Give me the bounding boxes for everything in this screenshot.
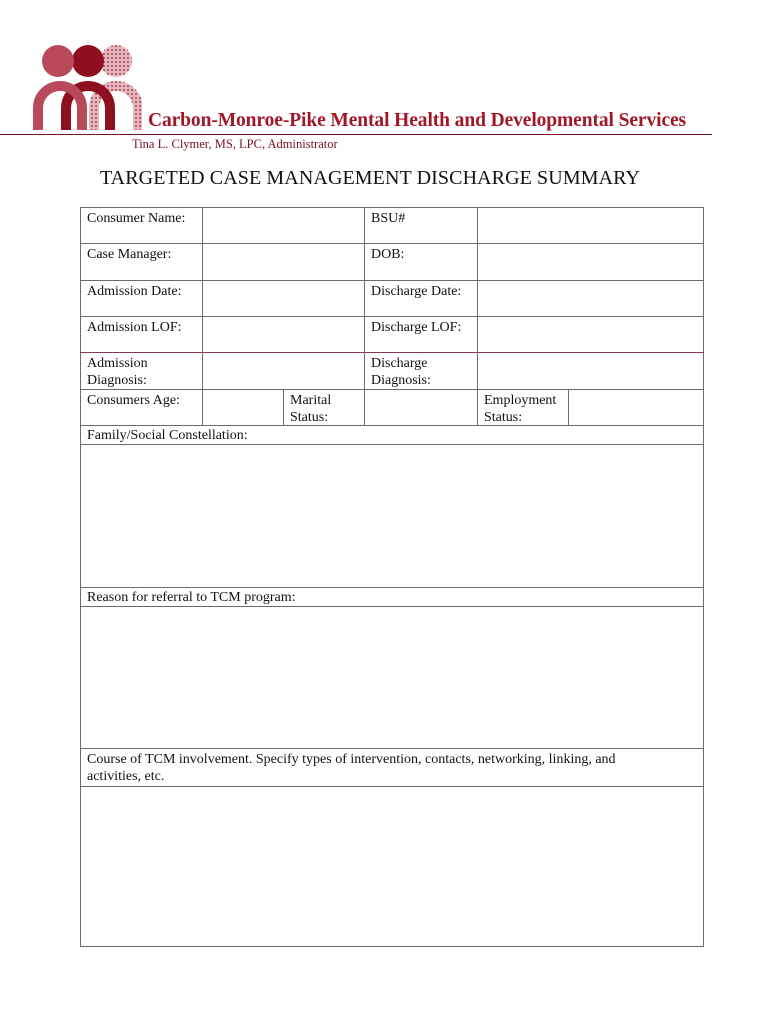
consumers-age-label: Consumers Age:	[87, 393, 180, 408]
case-manager-field[interactable]	[203, 244, 364, 280]
administrator-line: Tina L. Clymer, MS, LPC, Administrator	[132, 137, 338, 151]
course-involvement-field[interactable]	[81, 787, 703, 946]
bsu-label: BSU#	[371, 211, 406, 226]
family-social-field[interactable]	[81, 445, 703, 587]
consumer-name-label: Consumer Name:	[87, 211, 186, 226]
table-border-bottom	[80, 946, 704, 947]
document-title: TARGETED CASE MANAGEMENT DISCHARGE SUMMARY	[99, 167, 641, 189]
discharge-date-field[interactable]	[478, 281, 703, 316]
table-border-right	[703, 207, 704, 947]
discharge-diagnosis-field[interactable]	[478, 353, 703, 389]
admission-date-field[interactable]	[203, 281, 364, 316]
marital-status-label: Marital Status:	[290, 393, 332, 425]
dob-label: DOB:	[371, 247, 405, 262]
discharge-diagnosis-label: Discharge Diagnosis:	[371, 356, 431, 388]
referral-reason-field[interactable]	[81, 607, 703, 748]
admission-lof-field[interactable]	[203, 317, 364, 352]
marital-status-field[interactable]	[365, 390, 477, 425]
consumers-age-field[interactable]	[203, 390, 283, 425]
employment-status-label: Employment Status:	[484, 393, 557, 425]
discharge-lof-label: Discharge LOF:	[371, 320, 462, 335]
organization-name: Carbon-Monroe-Pike Mental Health and Developmental Services	[148, 110, 687, 131]
employment-status-field[interactable]	[569, 390, 703, 425]
three-figures-logo-icon	[30, 44, 142, 134]
discharge-date-label: Discharge Date:	[371, 284, 462, 299]
admission-diagnosis-label: Admission Diagnosis:	[87, 356, 148, 388]
bsu-field[interactable]	[478, 208, 703, 243]
referral-reason-label: Reason for referral to TCM program:	[87, 590, 296, 605]
admission-date-label: Admission Date:	[87, 284, 182, 299]
discharge-lof-field[interactable]	[478, 317, 703, 352]
admission-lof-label: Admission LOF:	[87, 320, 182, 335]
case-manager-label: Case Manager:	[87, 247, 172, 262]
family-social-label: Family/Social Constellation:	[87, 428, 248, 443]
consumer-name-field[interactable]	[203, 208, 364, 243]
header-divider	[0, 134, 712, 135]
course-involvement-label: Course of TCM involvement. Specify types of intervention, contacts, networking, linking, and activities, etc.	[87, 752, 616, 784]
admission-diagnosis-field[interactable]	[203, 353, 364, 389]
dob-field[interactable]	[478, 244, 703, 280]
